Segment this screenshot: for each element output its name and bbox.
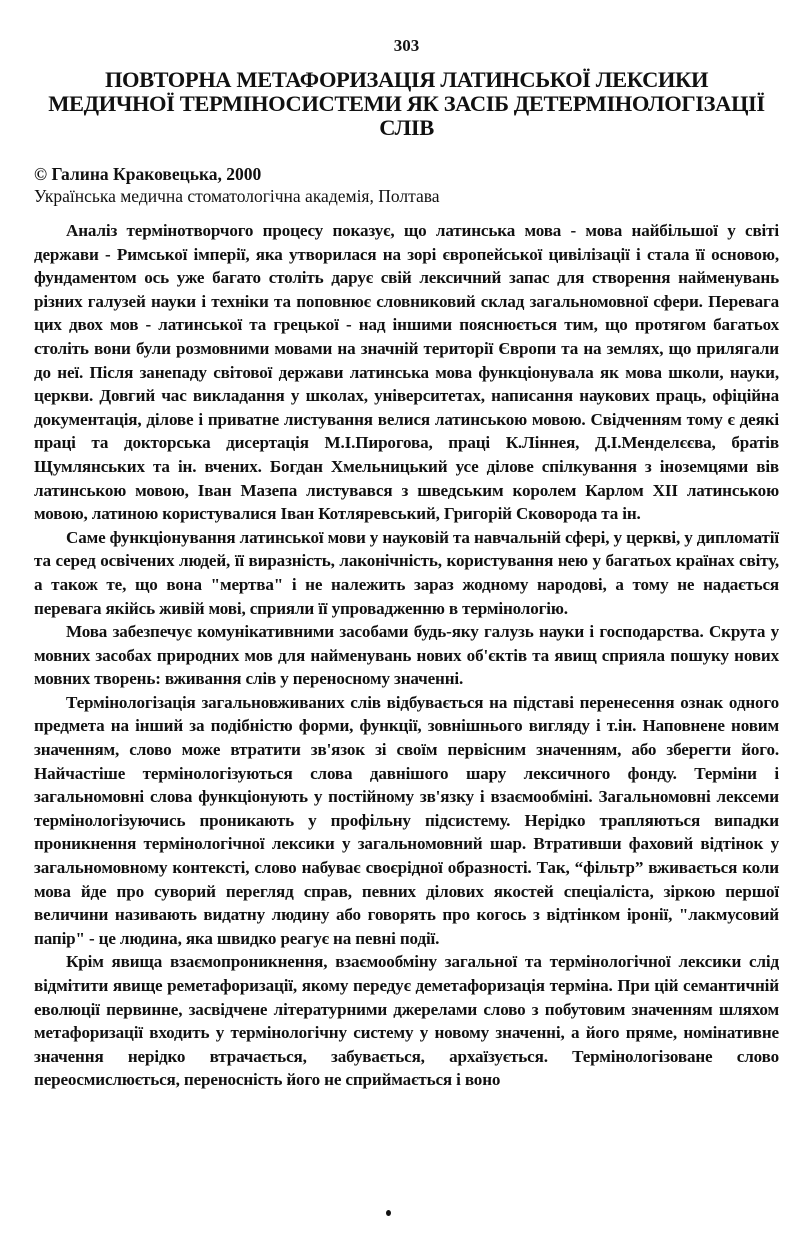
body-paragraph: Крім явища взаємопроникнення, взаємообміну загальної та термінологічної лексики слід відмітити явище реметафоризації, якому передує деметафоризація терміна. При цій семантичній еволюції первинне, засвідчене літературними джерелами слово з побутовим значенням шляхом метафоризації входить у термінологічну систему у новому значенні, а його пряме, номінативне значення нерідко втрачається, забувається, архаїзується. Термінологізоване слово переосмислюється, переносність його не сприймається і воно — [34, 952, 779, 1090]
author-line: © Галина Краковецька, 2000 — [34, 164, 262, 184]
affiliation-line: Українська медична стоматологічна академія, Полтава — [34, 186, 440, 206]
scan-speck — [386, 1210, 391, 1216]
body-paragraph: Аналіз термінотворчого процесу показує, що латинська мова - мова найбільшої у світі держави - Римської імперії, яка утворилася на зорі європейської цивілізації і стала її основою, фундаментом ось уже багато століть дарує свій лексичний запас для створення найменувань різних галузей науки і техніки та поповнює словниковий склад загальномовної сфери. Перевага цих двох мов - латинської та грецької - над іншими пояснюється тим, що протягом багатьох століть вони були розмовними мовами на значній території Європи та на землях, що прилягали до неї. Після занепаду світової держави латинська мова функціонувала як мова школи, науки, церкви. Довгий час викладання у школах, університетах, написання наукових праць, офіційна документація, ділове і приватне листування велися латинською мовою. Свідченням тому є деякі праці та докторська дисертація М.І.Пирогова, праці К.Ліннея, Д.І.Менделєєва, братів Щумлянських та ін. вчених. Богдан Хмельницький усе ділове спілкування з іноземцями вів латинською мовою, Іван Мазепа листувався з шведським королем Карлом XII латинською мовою, латиною користувалися Іван Котляревський, Григорій Сковорода та ін. — [34, 221, 779, 524]
article-title — [34, 68, 779, 140]
body-paragraph: Мова забезпечує комунікативними засобами будь-яку галузь науки і господарства. Скрута у мовних засобах природних мов для найменувань нових об'єктів та явищ сприяла пошуку нових мовних творень: вживання слів у переносному значенні. — [34, 622, 779, 689]
title-line: МЕДИЧНОЇ ТЕРМІНОСИСТЕМИ ЯК ЗАСІБ ДЕТЕРМІНОЛОГІЗАЦІЇ — [48, 91, 765, 116]
body-paragraph: Саме функціонування латинської мови у науковій та навчальній сфері, у церкві, у дипломатії та серед освічених людей, її виразність, лаконічність, користування нею у багатьох країнах світу, а також те, що вона "мертва" і не належить зараз жодному народові, а тому не надається перевага якійсь живій мові, сприяли її упровадженню в термінологію. — [34, 527, 779, 618]
document-page — [34, 36, 779, 1092]
page-number: 303 — [393, 36, 420, 55]
article-body — [34, 219, 779, 1092]
body-paragraph: Термінологізація загальновживаних слів відбувається на підставі перенесення ознак одного предмета на інший за подібністю форми, функції, зовнішнього вигляду і т.ін. Наповнене новим значенням, слово може втратити зв'язок зі своїм первісним значенням, або зберегти його. Найчастіше термінологізуються слова давнішого шару лексичного фонду. Терміни і загальномовні слова функціонують у постійному зв'язку і взаємообміні. Загальномовні лексеми термінологізуючись проникають у профільну підсистему. Нерідко трапляються випадки проникнення термінологічної лексики у загальномовний шар. Втративши фаховий відтінок у загальномовному контексті, слово набуває своєрідної образності. Так, “фільтр” вживається коли мова йде про суворий перегляд справ, певних ділових якостей спеціаліста, зіркою першої величини називають видатну людину або говорять про когось з відтінком іронії, "лакмусовий папір" - це людина, яка швидко реагує на певні події. — [34, 692, 779, 948]
title-line: ПОВТОРНА МЕТАФОРИЗАЦІЯ ЛАТИНСЬКОЇ ЛЕКСИКИ — [104, 67, 709, 92]
title-line: СЛІВ — [379, 115, 434, 140]
